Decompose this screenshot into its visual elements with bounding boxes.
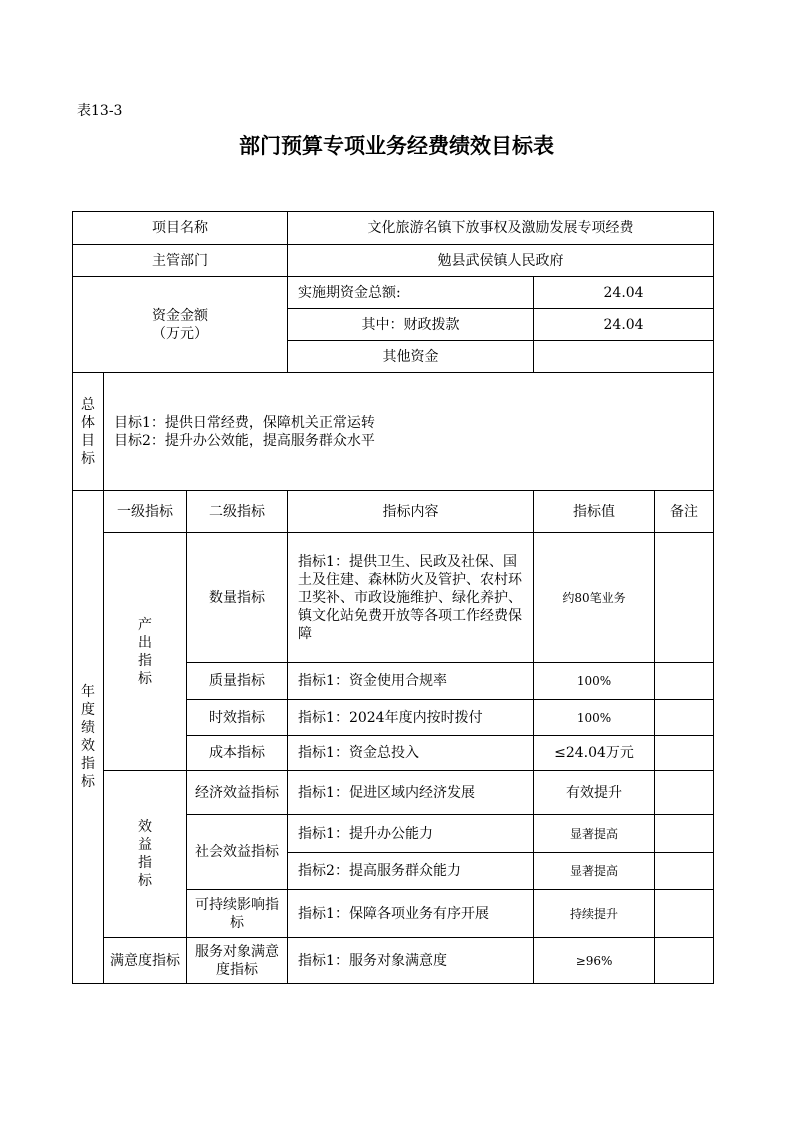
benefit-sustainable-note xyxy=(655,890,714,938)
header-level2: 二级指标 xyxy=(187,491,288,533)
benefit-indicators-label xyxy=(104,771,187,938)
overall-goal-row xyxy=(73,373,714,491)
output-cost-level2: 成本指标 xyxy=(187,736,288,771)
funds-total-row xyxy=(73,277,714,309)
benefit-social-value-1: 显著提高 xyxy=(534,815,655,853)
output-timeliness-level2: 时效指标 xyxy=(187,700,288,736)
funds-label: 资金金额 xyxy=(152,307,209,324)
benefit-social-note-2 xyxy=(655,853,714,890)
output-cost-content: 指标1：资金总投入 xyxy=(288,736,534,771)
department-label: 主管部门 xyxy=(73,245,288,277)
benefit-social-content-2: 指标2：提高服务群众能力 xyxy=(288,853,534,890)
funds-unit: （万元） xyxy=(152,325,209,342)
output-timeliness-note xyxy=(655,700,714,736)
benefit-social-value-2: 显著提高 xyxy=(534,853,655,890)
funds-total-label: 实施期资金总额: xyxy=(288,277,534,309)
satisfaction-level2: 服务对象满意度指标 xyxy=(187,938,288,984)
overall-goal-content xyxy=(104,373,714,491)
annual-indicators-label-text: 年度绩效指标 xyxy=(81,684,95,790)
benefit-social-level2: 社会效益指标 xyxy=(187,815,288,890)
output-quantity-row xyxy=(73,533,714,663)
funds-label-cell xyxy=(73,277,288,373)
output-indicators-label xyxy=(104,533,187,771)
output-quality-content: 指标1：资金使用合规率 xyxy=(288,663,534,700)
output-quality-note xyxy=(655,663,714,700)
funds-fiscal-value: 24.04 xyxy=(534,309,714,341)
benefit-social-note-1 xyxy=(655,815,714,853)
output-quality-value: 100% xyxy=(534,663,655,700)
funds-other-label: 其他资金 xyxy=(288,341,534,373)
annual-indicators-label xyxy=(73,491,104,984)
overall-goal-label xyxy=(73,373,104,491)
benefit-economic-note xyxy=(655,771,714,815)
project-row xyxy=(73,212,714,245)
output-timeliness-content: 指标1：2024年度内按时拨付 xyxy=(288,700,534,736)
funds-total-value: 24.04 xyxy=(534,277,714,309)
output-quantity-level2: 数量指标 xyxy=(187,533,288,663)
benefit-sustainable-value: 持续提升 xyxy=(534,890,655,938)
page-title: 部门预算专项业务经费绩效目标表 xyxy=(239,134,554,158)
overall-goal-label-text: 总体目标 xyxy=(81,396,95,467)
output-quantity-note xyxy=(655,533,714,663)
output-quantity-content: 指标1：提供卫生、民政及社保、国土及住建、森林防火及管护、农村环卫奖补、市政设施维护、绿化养护、镇文化站免费开放等各项工作经费保障 xyxy=(288,533,534,663)
benefit-economic-row xyxy=(73,771,714,815)
funds-other-value xyxy=(534,341,714,373)
table-number: 表13-3 xyxy=(77,103,123,119)
project-label: 项目名称 xyxy=(73,212,288,245)
output-cost-value: ≤24.04万元 xyxy=(534,736,655,771)
output-quantity-value: 约80笔业务 xyxy=(534,533,655,663)
output-indicators-label-text: 产出指标 xyxy=(138,616,152,687)
satisfaction-row xyxy=(73,938,714,984)
benefit-economic-level2: 经济效益指标 xyxy=(187,771,288,815)
satisfaction-content: 指标1：服务对象满意度 xyxy=(288,938,534,984)
overall-goal-line-1: 目标1：提供日常经费，保障机关正常运转 xyxy=(114,414,375,431)
satisfaction-value: ≥96% xyxy=(534,938,655,984)
department-row xyxy=(73,245,714,277)
satisfaction-level1: 满意度指标 xyxy=(104,938,187,984)
header-value: 指标值 xyxy=(534,491,655,533)
benefit-indicators-label-text: 效益指标 xyxy=(138,819,152,889)
benefit-sustainable-content: 指标1：保障各项业务有序开展 xyxy=(288,890,534,938)
benefit-economic-value: 有效提升 xyxy=(534,771,655,815)
header-level1: 一级指标 xyxy=(104,491,187,533)
overall-goal-line-2: 目标2：提升办公效能，提高服务群众水平 xyxy=(114,432,375,449)
funds-fiscal-label: 其中：财政拨款 xyxy=(288,309,534,341)
benefit-sustainable-level2: 可持续影响指标 xyxy=(187,890,288,938)
header-note: 备注 xyxy=(655,491,714,533)
header-content: 指标内容 xyxy=(288,491,534,533)
annual-header-row xyxy=(73,491,714,533)
output-timeliness-value: 100% xyxy=(534,700,655,736)
project-value: 文化旅游名镇下放事权及激励发展专项经费 xyxy=(288,212,714,245)
benefit-social-content-1: 指标1：提升办公能力 xyxy=(288,815,534,853)
satisfaction-note xyxy=(655,938,714,984)
department-value: 勉县武侯镇人民政府 xyxy=(288,245,714,277)
output-quality-level2: 质量指标 xyxy=(187,663,288,700)
performance-table xyxy=(72,211,714,984)
output-cost-note xyxy=(655,736,714,771)
benefit-economic-content: 指标1：促进区域内经济发展 xyxy=(288,771,534,815)
